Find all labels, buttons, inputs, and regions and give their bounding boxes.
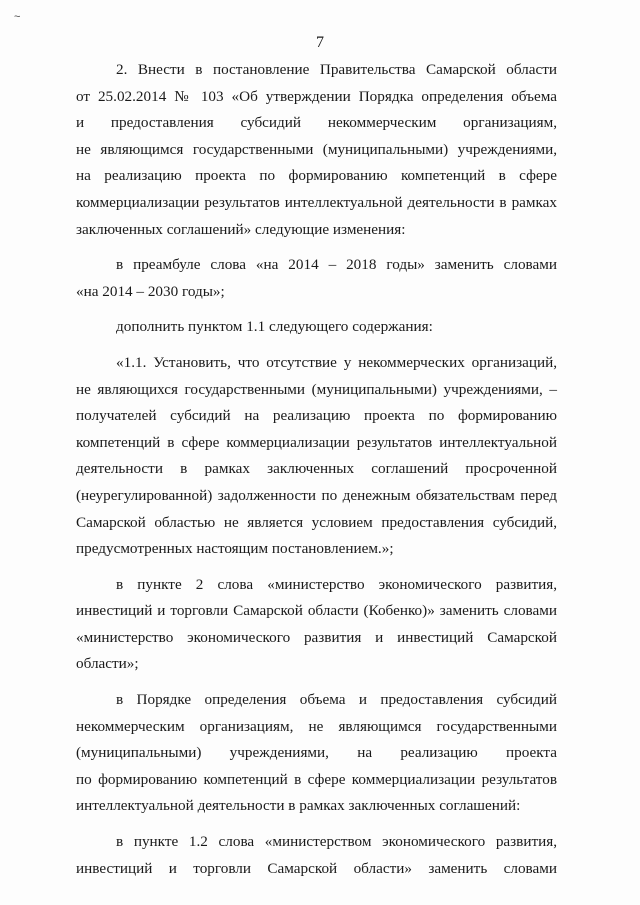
text-line: Самарской областью не является условием предоставления субсидий, (76, 513, 557, 531)
paragraph-point-1-1 (76, 350, 557, 563)
text-line: не являющихся государственными (муниципальными) учреждениями, – (76, 380, 557, 398)
text-line: получателей субсидий на реализацию проекта по формированию (76, 407, 557, 425)
paragraph-procedure (76, 687, 557, 820)
corner-mark: ~ (14, 11, 21, 23)
text-line: заключенных соглашений» следующие изменения: (76, 220, 406, 238)
text-line: инвестиций и торговли Самарской области» заменить словами (76, 859, 557, 877)
text-line: по формированию компетенций в сфере коммерциализации результатов (76, 770, 557, 788)
text-line: (муниципальными) учреждениями, на реализацию проекта (76, 744, 557, 762)
text-line: предусмотренных настоящим постановлением.»; (76, 540, 394, 558)
text-line: в Порядке определения объема и предоставления субсидий (116, 691, 557, 709)
text-line: дополнить пунктом 1.1 следующего содержания: (116, 318, 433, 336)
paragraph-item-2 (76, 57, 557, 243)
paragraph-add-point (76, 314, 557, 341)
text-line: на реализацию проекта по формированию компетенций в сфере (76, 167, 557, 185)
text-line: в преамбуле слова «на 2014 – 2018 годы» заменить словами (116, 256, 557, 274)
document-body (76, 57, 557, 882)
text-line: (неурегулированной) задолженности по денежным обязательствам перед (76, 486, 557, 504)
text-line: «1.1. Установить, что отсутствие у некоммерческих организаций, (116, 353, 557, 371)
text-line: коммерциализации результатов интеллектуальной деятельности в рамках (76, 193, 557, 211)
text-line: области»; (76, 655, 139, 673)
text-line: деятельности в рамках заключенных соглашений просроченной (76, 460, 557, 478)
text-line: в пункте 2 слова «министерство экономического развития, (116, 575, 557, 593)
text-line: «министерство экономического развития и инвестиций Самарской (76, 628, 557, 646)
paragraph-preamble (76, 252, 557, 305)
paragraph-point-2 (76, 572, 557, 678)
text-line: и предоставления субсидий некоммерческим организациям, (76, 114, 557, 132)
text-line: 2. Внести в постановление Правительства Самарской области (116, 61, 557, 78)
text-line: интеллектуальной деятельности в рамках заключенных соглашений: (76, 797, 521, 815)
text-line: «на 2014 – 2030 годы»; (76, 282, 225, 300)
text-line: некоммерческим организациям, не являющимся государственными (76, 717, 557, 735)
paragraph-point-1-2 (76, 829, 557, 882)
page-number: 7 (316, 34, 324, 51)
text-line: инвестиций и торговли Самарской области (Кобенко)» заменить словами (76, 602, 557, 620)
text-line: от 25.02.2014 № 103 «Об утверждении Порядка определения объема (76, 87, 557, 105)
text-line: не являющимся государственными (муниципальными) учреждениями, (76, 140, 557, 158)
text-line: компетенций в сфере коммерциализации результатов интеллектуальной (76, 433, 557, 451)
text-line: в пункте 1.2 слова «министерством экономического развития, (116, 833, 557, 851)
